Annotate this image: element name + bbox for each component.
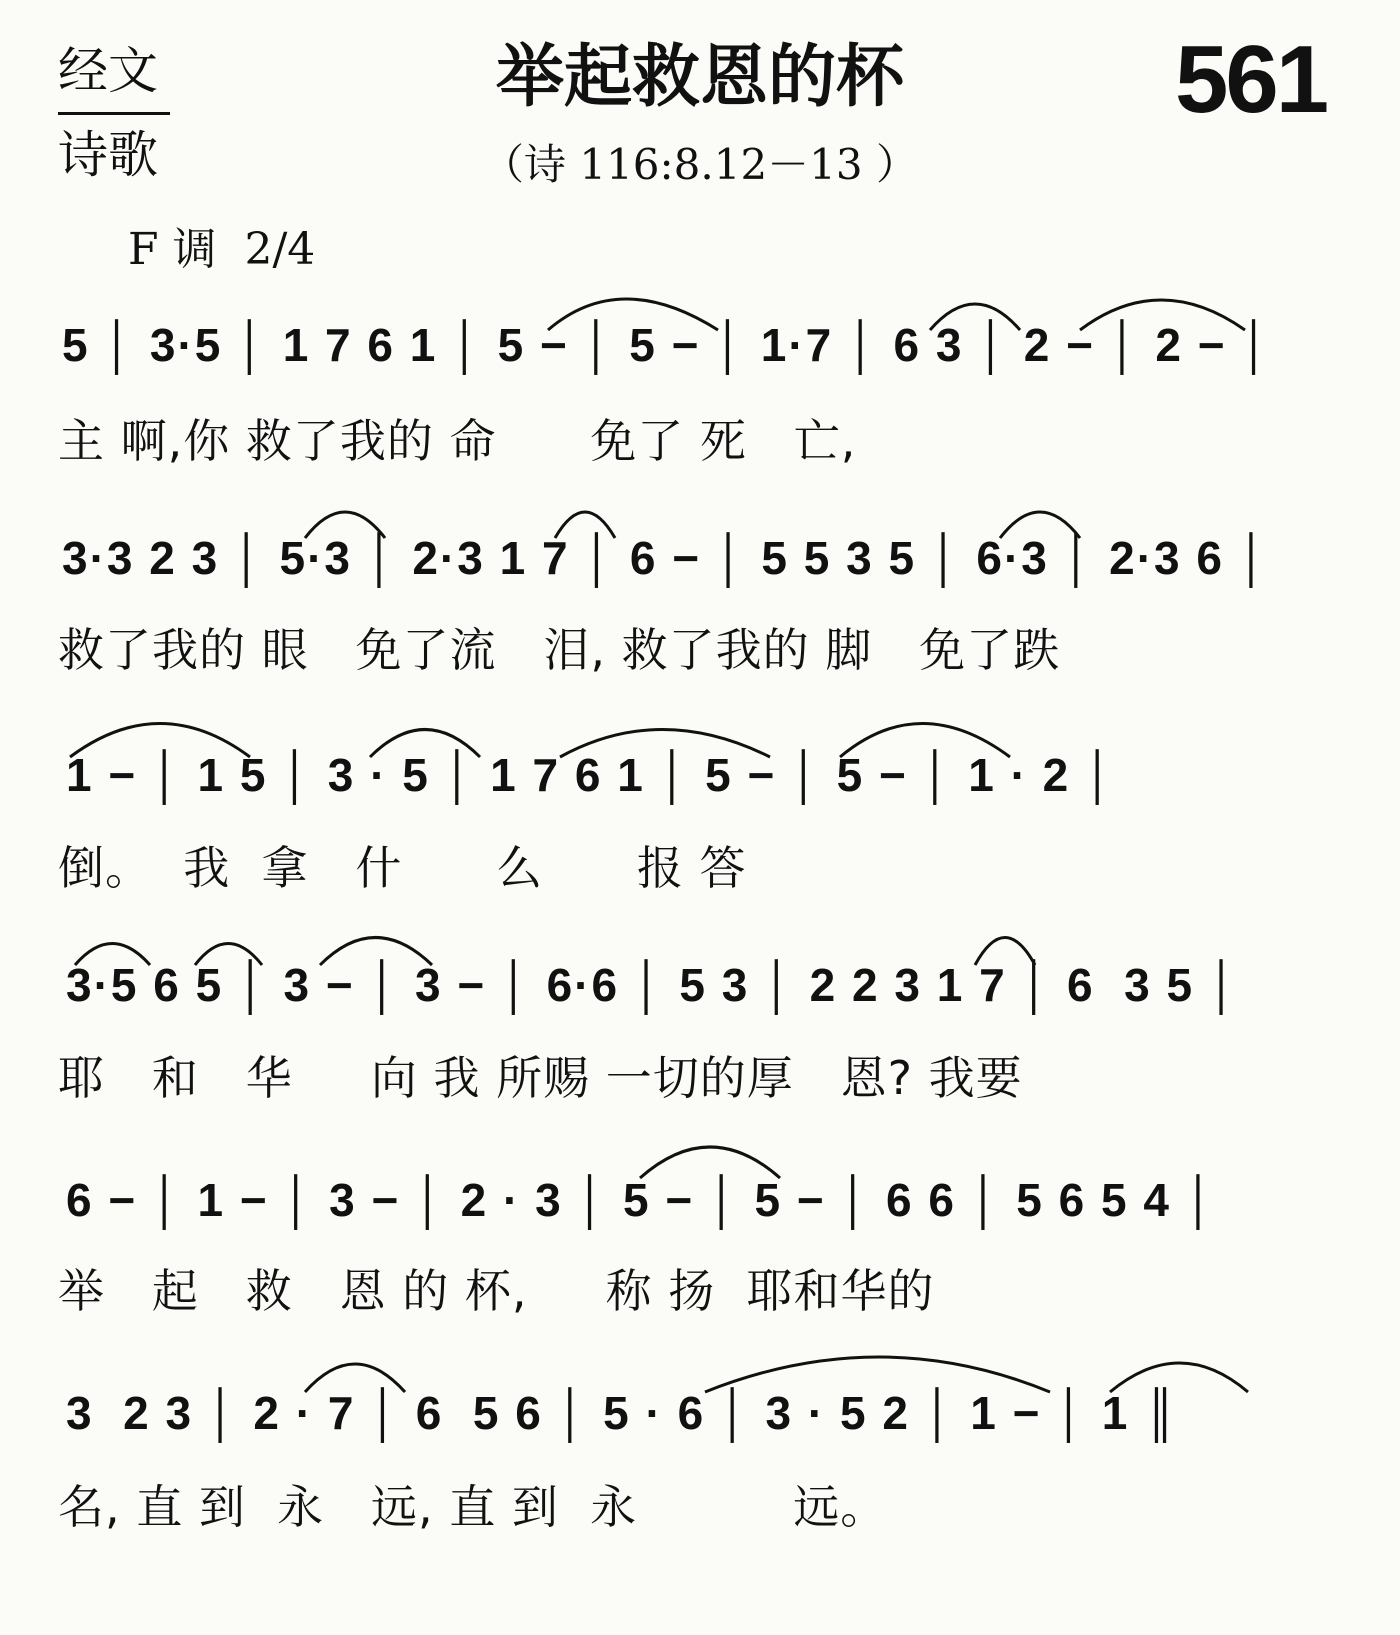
notation-line-2: 3·3 2 3 │ 5·3 │ 2·3 1 7 │ 6 − │ 5 5 3 5 │ 6·3 │ 2·3 6 │ xyxy=(62,532,1270,584)
lyrics-line-3: 倒。 我 拿 什 么 报 答 xyxy=(58,841,747,895)
lyrics-line-6: 名, 直 到 永 远, 直 到 永 远。 xyxy=(58,1480,888,1534)
slur-arc xyxy=(1080,300,1245,330)
slur-arc xyxy=(560,730,770,758)
slur-arc xyxy=(305,1364,405,1392)
key-and-time-signature: F 调 2/4 xyxy=(128,224,316,275)
slur-arc xyxy=(195,944,262,966)
slur-arc xyxy=(1110,1363,1248,1392)
slur-arc xyxy=(975,938,1035,966)
lyrics-line-4: 耶 和 华 向 我 所赐 一切的厚 恩? 我要 xyxy=(58,1051,1023,1105)
slur-arc xyxy=(555,512,615,538)
lyrics-line-5: 举 起 救 恩 的 杯, 称 扬 耶和华的 xyxy=(58,1264,935,1318)
slur-arc xyxy=(548,299,718,330)
slur-arc xyxy=(930,304,1020,330)
slur-arc xyxy=(705,1357,1050,1392)
slur-arc xyxy=(1000,512,1080,538)
slur-arc xyxy=(70,724,250,758)
lyrics-line-2: 救了我的 眼 免了流 泪, 救了我的 脚 免了跌 xyxy=(58,623,1061,677)
category-label-bottom: 诗歌 xyxy=(58,126,158,184)
notation-line-5: 6 − │ 1 − │ 3 − │ 2 · 3 │ 5 − │ 5 − │ 6 6 │ 5 6 5 4 │ xyxy=(66,1174,1217,1226)
category-label-top: 经文 xyxy=(58,42,158,100)
notation-line-6: 3 2 3 │ 2 · 7 │ 6 5 6 │ 5 · 6 │ 3 · 5 2 │ 1 − │ 1 ║ xyxy=(66,1387,1179,1439)
lyrics-line-1: 主 啊,你 救了我的 命 免了 死 亡, xyxy=(58,414,857,468)
slur-arc xyxy=(370,730,480,758)
hymn-number: 561 xyxy=(1175,26,1327,133)
scripture-reference: （诗 116:8.12－13 ） xyxy=(482,140,918,189)
slur-arc xyxy=(840,724,1010,758)
slur-arc xyxy=(305,512,385,538)
slur-arc xyxy=(640,1147,780,1178)
slur-arc xyxy=(75,944,150,966)
slur-arc xyxy=(320,938,432,966)
notation-line-1: 5 │ 3·5 │ 1 7 6 1 │ 5 − │ 5 − │ 1·7 │ 6 3 │ 2 − │ 2 − │ xyxy=(62,319,1273,371)
notation-line-3: 1 − │ 1 5 │ 3 · 5 │ 1 7 6 1 │ 5 − │ 5 − │ 1 · 2 │ xyxy=(66,749,1116,801)
hymn-title: 举起救恩的杯 xyxy=(495,38,904,117)
notation-line-4: 3·5 6 5 │ 3 − │ 3 − │ 6·6 │ 5 3 │ 2 2 3 1 7 │ 6 3 5 │ xyxy=(66,959,1240,1011)
